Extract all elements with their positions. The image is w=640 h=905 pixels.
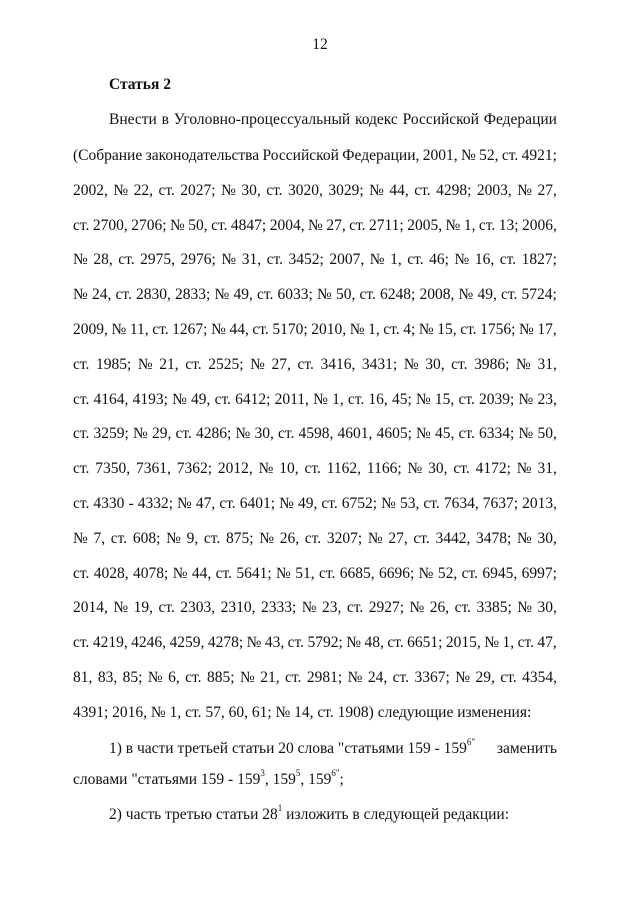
paragraph-line: ст. 2700, 2706; № 50, ст. 4847; 2004, № 27, ст. 2711; 2005, № 1, ст. 13; 2006,	[73, 216, 557, 234]
item-1-line-1-text: 1) в части третьей статьи 20 слова "статьями $159 - 159^{6"}$	[109, 736, 476, 757]
paragraph-line: ст. 7350, 7361, 7362; 2012, № 10, ст. 1162, 1166; № 30, ст. 4172; № 31,	[73, 460, 557, 478]
paragraph-line: ст. 1985; № 21, ст. 2525; № 27, ст. 3416, 3431; № 30, ст. 3986; № 31,	[73, 355, 557, 373]
paragraph-first-line: Внести в Уголовно-процессуальный кодекс Российской Федерации	[109, 111, 557, 128]
page-number: 12	[312, 36, 328, 53]
article-heading: Статья 2	[109, 76, 171, 93]
paragraph-line: 81, 83, 85; № 6, ст. 885; № 21, ст. 2981; № 24, ст. 3367; № 29, ст. 4354,	[73, 669, 557, 686]
paragraph-line: № 24, ст. 2830, 2833; № 49, ст. 6033; № 50, ст. 6248; 2008, № 49, ст. 5724;	[73, 286, 557, 304]
paragraph-line: ст. 4219, 4246, 4259, 4278; № 43, ст. 5792; № 48, ст. 6651; 2015, № 1, ст. 47,	[73, 634, 557, 652]
paragraph-line: 2014, № 19, ст. 2303, 2310, 2333; № 23, ст. 2927; № 26, ст. 3385; № 30,	[73, 599, 557, 617]
paragraph-line: ст. 3259; № 29, ст. 4286; № 30, ст. 4598, 4601, 4605; № 45, ст. 6334; № 50,	[73, 425, 557, 443]
paragraph-line: № 7, ст. 608; № 9, ст. 875; № 26, ст. 3207; № 27, ст. 3442, 3478; № 30,	[73, 529, 557, 547]
paragraph-line: 2009, № 11, ст. 1267; № 44, ст. 5170; 2010, № 1, ст. 4; № 15, ст. 1756; № 17,	[73, 321, 557, 338]
paragraph-line: ст. 4028, 4078; № 44, ст. 5641; № 51, ст. 6685, 6696; № 52, ст. 6945, 6997;	[73, 564, 557, 582]
paragraph-last-line: 4391; 2016, № 1, ст. 57, 60, 61; № 14, ст. 1908) следующие изменения:	[73, 704, 532, 721]
item-1-line-1	[109, 736, 557, 757]
paragraph-line: (Собрание законодательства Российской Федерации, 2001, № 52, ст. 4921;	[73, 147, 557, 164]
paragraph-line: № 28, ст. 2975, 2976; № 31, ст. 3452; 2007, № 1, ст. 46; № 16, ст. 1827;	[73, 251, 557, 269]
item-2-line: 2) часть третью статьи $28^1$ изложить в следующей редакции:	[109, 802, 510, 823]
item-1-line-2: словами "статьями $159 - 159^3$, $159^5$, $159^{6"}$;	[73, 767, 344, 788]
item-1-line-1-end: заменить	[496, 740, 557, 757]
paragraph-line: 2002, № 22, ст. 2027; № 30, ст. 3020, 3029; № 44, ст. 4298; 2003, № 27,	[73, 181, 557, 199]
paragraph-line: ст. 4164, 4193; № 49, ст. 6412; 2011, № 1, ст. 16, 45; № 15, ст. 2039; № 23,	[73, 390, 557, 408]
paragraph-line: ст. 4330 - 4332; № 47, ст. 6401; № 49, ст. 6752; № 53, ст. 7634, 7637; 2013,	[73, 495, 557, 512]
